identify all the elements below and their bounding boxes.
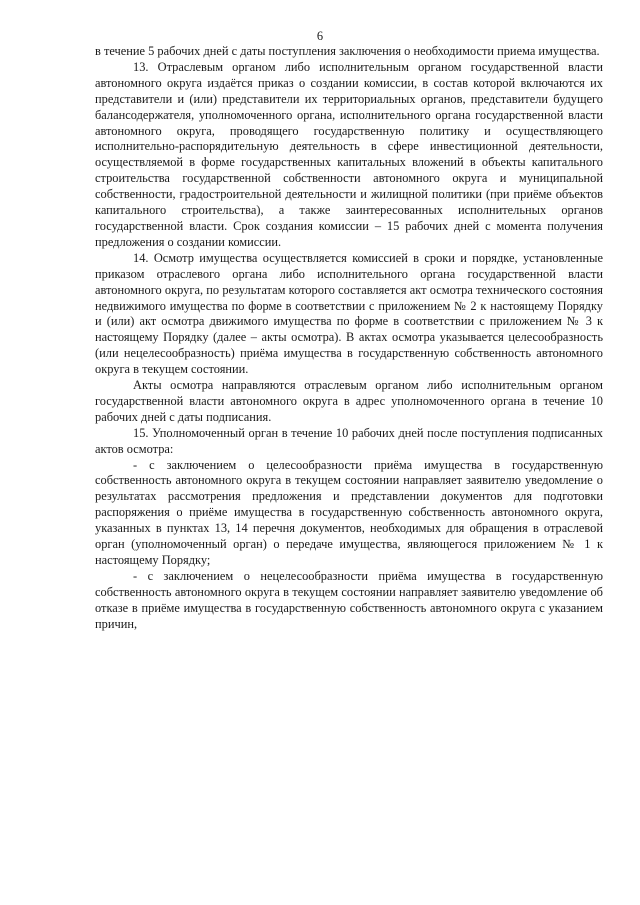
page-number: 6 (316, 29, 324, 43)
list-item-feasible: - с заключением о целесообразности приёма имущества в государственную собственность автономного округа в текущем состоянии направляет заявителю уведомление о результатах рассмотрения предложения и представлении документов для подготовки распоряжения о приёме имущества в государственную собственность автономного округа, указанных в пунктах 13, 14 перечня документов, необходимых для обращения в отраслевой орган (уполномоченный орган) о передаче имущества, являющегося приложением № 1 к настоящему Порядку; (95, 457, 603, 567)
document-body (95, 44, 603, 633)
paragraph-continuation: в течение 5 рабочих дней с даты поступления заключения о необходимости приема имущества. (95, 44, 600, 58)
list-item-not-feasible: - с заключением о нецелесообразности приёма имущества в государственную собственность автономного округа в текущем состоянии направляет заявителю уведомление об отказе в приёме имущества в государственную собственность автономного округа с указанием причин, (95, 568, 603, 631)
paragraph-inspection-acts: Акты осмотра направляются отраслевым органом либо исполнительным органом государственной власти автономного округа в адрес уполномоченного органа в течение 10 рабочих дней с даты подписания. (95, 378, 603, 424)
paragraph-item-14: 14. Осмотр имущества осуществляется комиссией в сроки и порядке, установленные приказом отраслевого органа либо исполнительного органа государственной власти автономного округа, по результатам которого составляется акт осмотра технического состояния недвижимого имущества по форме в соответствии с приложением № 2 к настоящему Порядку и (или) акт осмотра движимого имущества по форме в соответствии с приложением № 3 к настоящему Порядку (далее – акты осмотра). В актах осмотра указывается целесообразность (или нецелесообразность) приёма имущества в государственную собственность автономного округа в текущем состоянии. (95, 250, 603, 377)
paragraph-item-15: 15. Уполномоченный орган в течение 10 рабочих дней после поступления подписанных актов осмотра: (95, 425, 603, 456)
paragraph-item-13: 13. Отраслевым органом либо исполнительным органом государственной власти автономного округа издаётся приказ о создании комиссии, в состав которой включаются их представители и (или) представители их территориальных органов, представители будущего балансодержателя, уполномоченного органа, исполнительного органа государственной власти автономного округа, проводящего государственную политику и осуществляющего исполнительно-распорядительную деятельность в сфере инвестиционной деятельности, осуществляемой в форме государственных капитальных вложений в объекты капитального строительства государственной собственности автономного округа и муниципальной собственности, градостроительной деятельности и жилищной политики (при приёме объектов капитального строительства), а также заинтересованных исполнительных органов государственной власти. Срок создания комиссии – 15 рабочих дней с момента получения предложения о создании комиссии. (95, 59, 603, 249)
